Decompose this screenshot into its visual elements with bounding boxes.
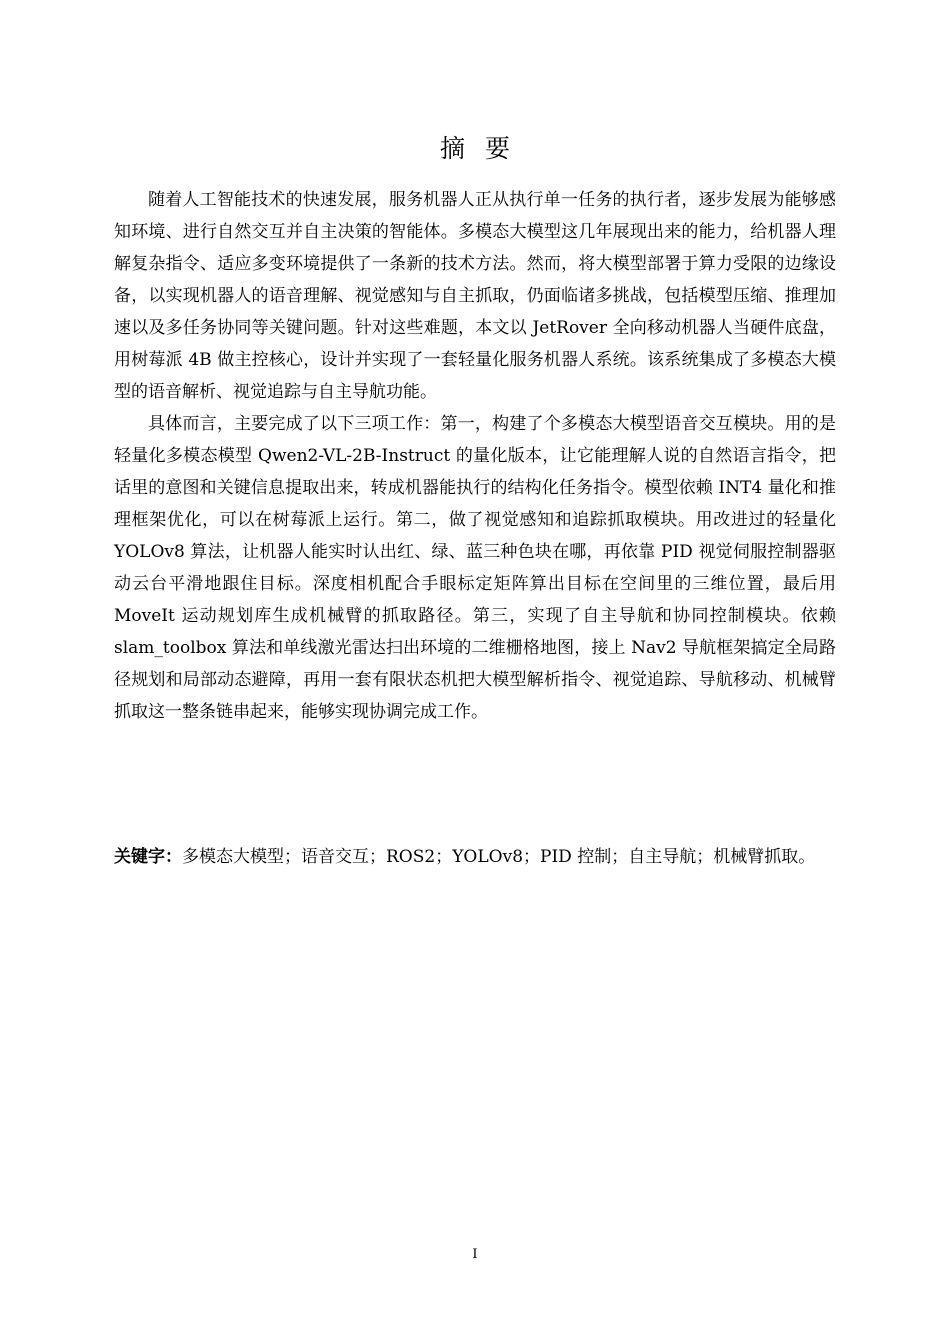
keywords-text: 多模态大模型；语音交互；ROS2；YOLOv8；PID 控制；自主导航；机械臂抓取。 bbox=[182, 847, 816, 867]
keywords-line bbox=[114, 846, 836, 868]
abstract-paragraph-1: 随着人工智能技术的快速发展，服务机器人正从执行单一任务的执行者，逐步发展为能够感知环境、进行自然交互并自主决策的智能体。多模态大模型这几年展现出来的能力，给机器人理解复杂指令、适应多变环境提供了一条新的技术方法。然而，将大模型部署于算力受限的边缘设备，以实现机器人的语音理解、视觉感知与自主抓取，仍面临诸多挑战，包括模型压缩、推理加速以及多任务协同等关键问题。针对这些难题，本文以 JetRover 全向移动机器人当硬件底盘，用树莓派 4B 做主控核心，设计并实现了一套轻量化服务机器人系统。该系统集成了多模态大模型的语音解析、视觉追踪与自主导航功能。 bbox=[114, 190, 836, 402]
page-number: I bbox=[472, 1247, 478, 1262]
abstract-title: 摘要 bbox=[439, 134, 530, 163]
abstract-body bbox=[114, 184, 836, 728]
keywords-label: 关键字： bbox=[114, 847, 182, 867]
abstract-paragraph-2: 具体而言，主要完成了以下三项工作：第一，构建了个多模态大模型语音交互模块。用的是轻量化多模态模型 Qwen2-VL-2B-Instruct 的量化版本，让它能理解人说的自然语言指令，把话里的意图和关键信息提取出来，转成机器能执行的结构化任务指令。模型依赖 INT4 量化和推理框架优化，可以在树莓派上运行。第二，做了视觉感知和追踪抓取模块。用改进过的轻量化 YOLOv8 算法，让机器人能实时认出红、绿、蓝三种色块在哪，再依靠 PID 视觉伺服控制器驱动云台平滑地跟住目标。深度相机配合手眼标定矩阵算出目标在空间里的三维位置，最后用 MoveIt 运动规划库生成机械臂的抓取路径。第三，实现了自主导航和协同控制模块。依赖 slam_toolbox 算法和单线激光雷达扫出环境的二维栅格地图，接上 Nav2 导航框架搞定全局路径规划和局部动态避障，再用一套有限状态机把大模型解析指令、视觉追踪、导航移动、机械臂抓取这一整条链串起来，能够实现协调完成工作。 bbox=[114, 414, 836, 722]
